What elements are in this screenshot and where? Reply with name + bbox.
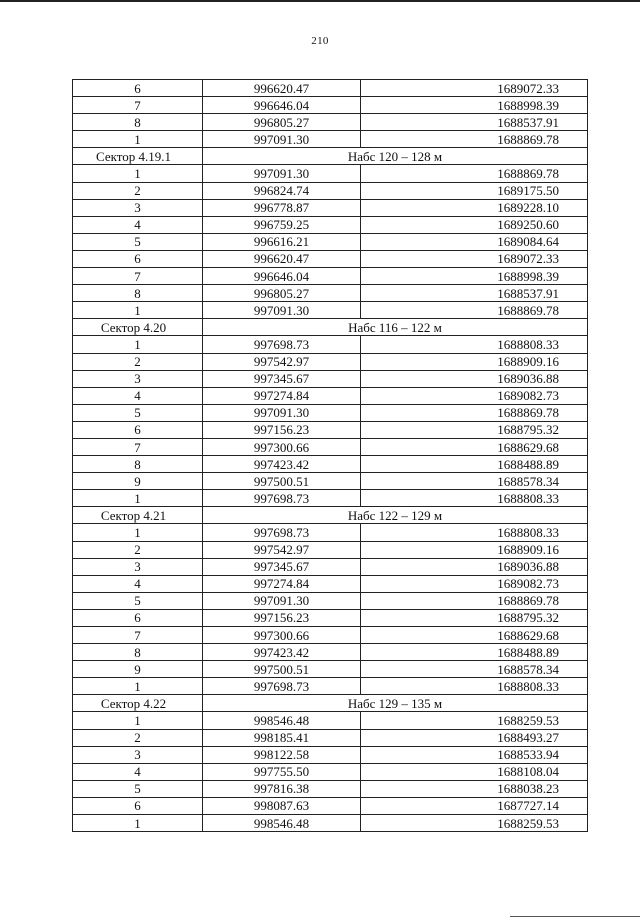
coordinate-row	[73, 661, 588, 678]
coordinate-row	[73, 490, 588, 507]
sector-elevation-range: Набс 122 – 129 м	[203, 507, 588, 524]
coordinate-x: 998185.41	[203, 729, 361, 746]
coordinate-row	[73, 353, 588, 370]
coordinate-row	[73, 558, 588, 575]
coordinate-y: 1688537.91	[361, 114, 588, 131]
coordinate-row	[73, 131, 588, 148]
point-number: 2	[73, 541, 203, 558]
point-number: 1	[73, 165, 203, 182]
coordinate-y: 1688808.33	[361, 336, 588, 353]
point-number: 2	[73, 353, 203, 370]
sector-elevation-range: Набс 120 – 128 м	[203, 148, 588, 165]
point-number: 7	[73, 627, 203, 644]
coordinate-y: 1688869.78	[361, 404, 588, 421]
point-number: 7	[73, 438, 203, 455]
coordinate-row	[73, 370, 588, 387]
coordinate-row	[73, 80, 588, 97]
coordinate-x: 997816.38	[203, 780, 361, 797]
coordinate-y: 1687727.14	[361, 797, 588, 814]
coordinate-x: 998546.48	[203, 712, 361, 729]
coordinate-y: 1688808.33	[361, 678, 588, 695]
point-number: 6	[73, 80, 203, 97]
point-number: 6	[73, 250, 203, 267]
coordinate-row	[73, 524, 588, 541]
coordinate-row	[73, 780, 588, 797]
coordinate-row	[73, 592, 588, 609]
coordinate-x: 996824.74	[203, 182, 361, 199]
coordinates-table-body	[73, 80, 588, 832]
coordinate-y: 1688578.34	[361, 661, 588, 678]
point-number: 4	[73, 216, 203, 233]
point-number: 4	[73, 763, 203, 780]
coordinate-row	[73, 216, 588, 233]
coordinate-x: 997091.30	[203, 131, 361, 148]
coordinate-x: 997542.97	[203, 353, 361, 370]
coordinate-x: 996646.04	[203, 97, 361, 114]
coordinate-row	[73, 114, 588, 131]
coordinate-x: 997274.84	[203, 387, 361, 404]
coordinate-row	[73, 387, 588, 404]
point-number: 3	[73, 558, 203, 575]
point-number: 6	[73, 609, 203, 626]
bottom-rule	[510, 916, 640, 917]
point-number: 1	[73, 678, 203, 695]
coordinate-x: 997423.42	[203, 644, 361, 661]
point-number: 1	[73, 712, 203, 729]
coordinate-row	[73, 199, 588, 216]
point-number: 5	[73, 404, 203, 421]
point-number: 5	[73, 233, 203, 250]
coordinate-row	[73, 165, 588, 182]
coordinate-x: 997091.30	[203, 592, 361, 609]
coordinate-x: 997156.23	[203, 609, 361, 626]
coordinate-row	[73, 336, 588, 353]
coordinate-y: 1688998.39	[361, 268, 588, 285]
point-number: 1	[73, 490, 203, 507]
coordinates-table	[72, 79, 588, 832]
point-number: 2	[73, 182, 203, 199]
point-number: 2	[73, 729, 203, 746]
coordinate-row	[73, 644, 588, 661]
coordinate-row	[73, 729, 588, 746]
coordinate-row	[73, 746, 588, 763]
coordinate-x: 997091.30	[203, 302, 361, 319]
coordinate-x: 998546.48	[203, 815, 361, 832]
coordinate-y: 1688629.68	[361, 438, 588, 455]
sector-header-row	[73, 507, 588, 524]
sector-elevation-range: Набс 116 – 122 м	[203, 319, 588, 336]
point-number: 9	[73, 473, 203, 490]
coordinate-row	[73, 473, 588, 490]
coordinate-y: 1688808.33	[361, 524, 588, 541]
coordinate-x: 997091.30	[203, 165, 361, 182]
coordinate-row	[73, 233, 588, 250]
coordinate-x: 996620.47	[203, 250, 361, 267]
coordinate-y: 1689072.33	[361, 250, 588, 267]
coordinate-y: 1688259.53	[361, 712, 588, 729]
coordinate-y: 1689072.33	[361, 80, 588, 97]
coordinate-y: 1689228.10	[361, 199, 588, 216]
sector-name: Сектор 4.21	[73, 507, 203, 524]
point-number: 9	[73, 661, 203, 678]
point-number: 3	[73, 370, 203, 387]
coordinate-x: 996620.47	[203, 80, 361, 97]
coordinate-y: 1688038.23	[361, 780, 588, 797]
coordinate-x: 997345.67	[203, 370, 361, 387]
point-number: 8	[73, 456, 203, 473]
coordinate-x: 996759.25	[203, 216, 361, 233]
coordinate-row	[73, 182, 588, 199]
coordinate-x: 998122.58	[203, 746, 361, 763]
coordinate-row	[73, 678, 588, 695]
coordinate-y: 1689082.73	[361, 387, 588, 404]
coordinate-y: 1688578.34	[361, 473, 588, 490]
coordinate-x: 997300.66	[203, 627, 361, 644]
coordinate-y: 1689084.64	[361, 233, 588, 250]
sector-header-row	[73, 695, 588, 712]
point-number: 1	[73, 131, 203, 148]
coordinate-row	[73, 541, 588, 558]
point-number: 1	[73, 524, 203, 541]
point-number: 7	[73, 97, 203, 114]
coordinate-x: 997698.73	[203, 524, 361, 541]
point-number: 1	[73, 336, 203, 353]
point-number: 4	[73, 575, 203, 592]
coordinate-x: 997274.84	[203, 575, 361, 592]
coordinate-row	[73, 456, 588, 473]
point-number: 7	[73, 268, 203, 285]
coordinate-row	[73, 97, 588, 114]
coordinate-y: 1688629.68	[361, 627, 588, 644]
coordinate-y: 1688795.32	[361, 609, 588, 626]
coordinate-x: 996805.27	[203, 285, 361, 302]
coordinate-x: 997755.50	[203, 763, 361, 780]
coordinate-x: 997345.67	[203, 558, 361, 575]
coordinate-y: 1689082.73	[361, 575, 588, 592]
coordinate-y: 1689250.60	[361, 216, 588, 233]
point-number: 1	[73, 815, 203, 832]
coordinate-row	[73, 712, 588, 729]
point-number: 3	[73, 199, 203, 216]
coordinate-x: 997542.97	[203, 541, 361, 558]
coordinate-x: 996616.21	[203, 233, 361, 250]
top-rule	[0, 0, 640, 2]
coordinate-y: 1688869.78	[361, 131, 588, 148]
point-number: 6	[73, 421, 203, 438]
coordinate-x: 997698.73	[203, 490, 361, 507]
coordinate-y: 1688488.89	[361, 456, 588, 473]
coordinate-row	[73, 438, 588, 455]
coordinate-x: 996805.27	[203, 114, 361, 131]
sector-name: Сектор 4.20	[73, 319, 203, 336]
coordinate-y: 1688108.04	[361, 763, 588, 780]
coordinate-y: 1688909.16	[361, 353, 588, 370]
coordinate-y: 1688808.33	[361, 490, 588, 507]
coordinate-x: 997300.66	[203, 438, 361, 455]
coordinate-x: 997698.73	[203, 678, 361, 695]
coordinate-x: 997500.51	[203, 661, 361, 678]
point-number: 8	[73, 285, 203, 302]
coordinate-y: 1689175.50	[361, 182, 588, 199]
coordinate-y: 1688488.89	[361, 644, 588, 661]
sector-header-row	[73, 148, 588, 165]
coordinate-row	[73, 797, 588, 814]
coordinate-y: 1688259.53	[361, 815, 588, 832]
coordinate-x: 997500.51	[203, 473, 361, 490]
coordinate-y: 1688493.27	[361, 729, 588, 746]
coordinate-x: 997156.23	[203, 421, 361, 438]
point-number: 8	[73, 114, 203, 131]
coordinate-row	[73, 302, 588, 319]
coordinate-y: 1688869.78	[361, 592, 588, 609]
coordinate-row	[73, 268, 588, 285]
coordinate-y: 1688909.16	[361, 541, 588, 558]
coordinate-row	[73, 404, 588, 421]
coordinate-x: 998087.63	[203, 797, 361, 814]
sector-name: Сектор 4.22	[73, 695, 203, 712]
coordinate-y: 1688795.32	[361, 421, 588, 438]
coordinate-row	[73, 575, 588, 592]
coordinate-row	[73, 285, 588, 302]
coordinate-y: 1688869.78	[361, 302, 588, 319]
coordinate-x: 997091.30	[203, 404, 361, 421]
coordinate-row	[73, 627, 588, 644]
point-number: 1	[73, 302, 203, 319]
sector-elevation-range: Набс 129 – 135 м	[203, 695, 588, 712]
point-number: 5	[73, 592, 203, 609]
coordinate-y: 1689036.88	[361, 558, 588, 575]
page-number: 210	[311, 35, 329, 47]
coordinate-row	[73, 250, 588, 267]
coordinate-row	[73, 815, 588, 832]
coordinate-row	[73, 421, 588, 438]
coordinate-y: 1689036.88	[361, 370, 588, 387]
point-number: 6	[73, 797, 203, 814]
coordinate-x: 996778.87	[203, 199, 361, 216]
coordinate-row	[73, 763, 588, 780]
coordinate-x: 997698.73	[203, 336, 361, 353]
coordinate-y: 1688533.94	[361, 746, 588, 763]
point-number: 4	[73, 387, 203, 404]
point-number: 8	[73, 644, 203, 661]
point-number: 5	[73, 780, 203, 797]
coordinate-x: 996646.04	[203, 268, 361, 285]
coordinate-x: 997423.42	[203, 456, 361, 473]
coordinate-row	[73, 609, 588, 626]
coordinate-y: 1688998.39	[361, 97, 588, 114]
sector-name: Сектор 4.19.1	[73, 148, 203, 165]
coordinate-y: 1688869.78	[361, 165, 588, 182]
point-number: 3	[73, 746, 203, 763]
sector-header-row	[73, 319, 588, 336]
coordinate-y: 1688537.91	[361, 285, 588, 302]
